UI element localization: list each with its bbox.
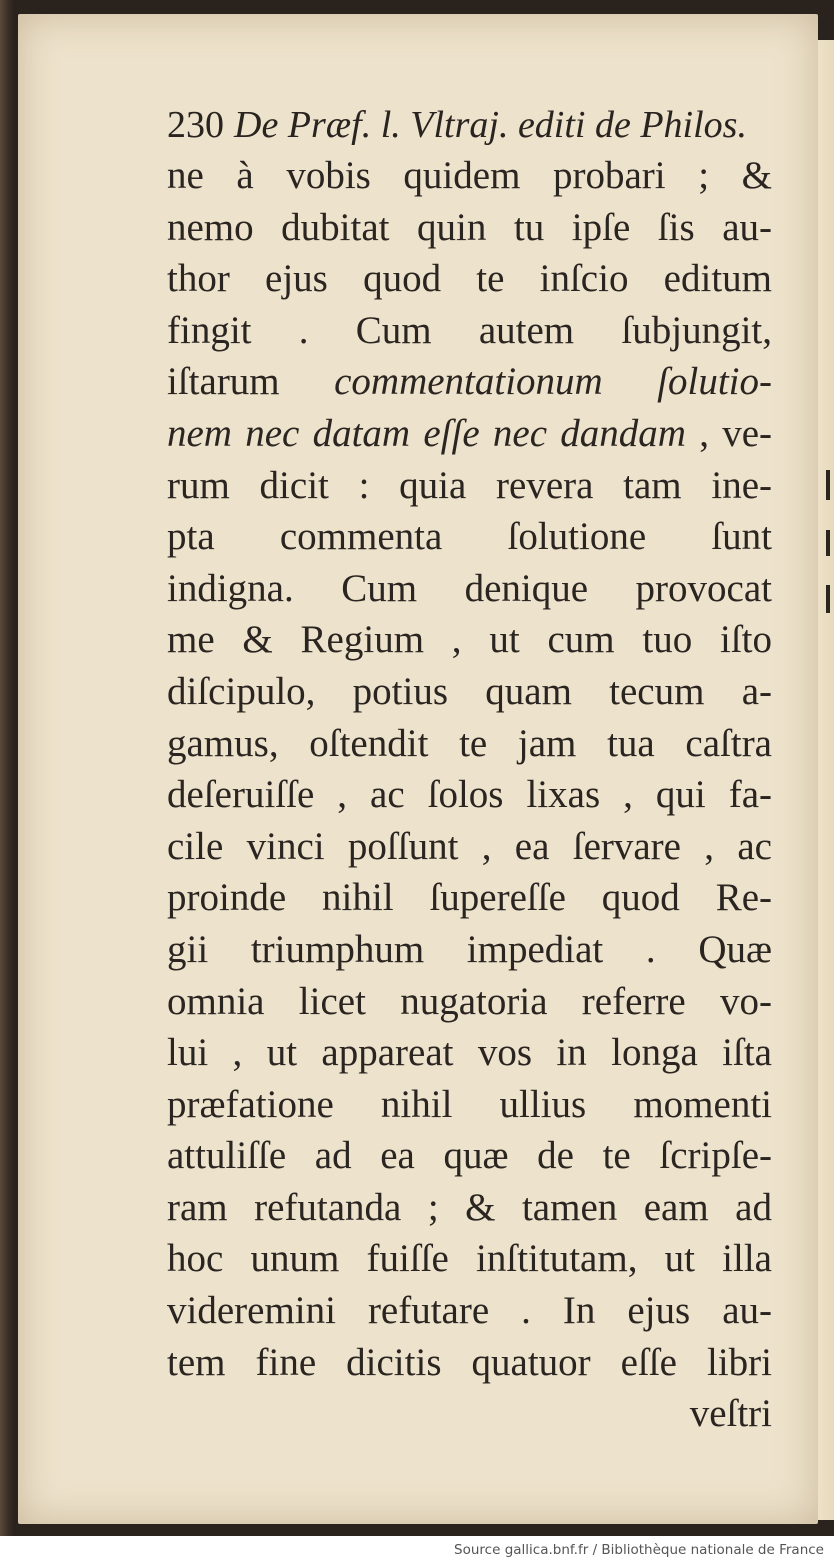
running-header [167, 100, 747, 150]
italic-quotation: commentationum ſolutio- [334, 360, 772, 404]
text-line: fingit . Cum autem ſubjungit, [167, 308, 772, 352]
text-line: ram refutanda ; & tamen eam ad [167, 1185, 772, 1229]
text-line: lui , ut appareat vos in longa iſta [167, 1031, 772, 1075]
text-line: proinde nihil ſupereſſe quod Re- [167, 876, 772, 920]
text-line: gamus, oſtendit te jam tua caſtra [167, 721, 772, 765]
text-line: diſcipulo, potius quam tecum a- [167, 669, 772, 713]
text-line: me & Regium , ut cum tuo iſto [167, 618, 772, 662]
facing-page-mark [826, 470, 830, 500]
text-line: gii triumphum impediat . Quæ [167, 927, 772, 971]
text-line [167, 356, 772, 408]
catchword: veſtri [689, 1392, 772, 1436]
text-line: videremini refutare . In ejus au- [167, 1289, 772, 1333]
text-line: omnia licet nugatoria referre vo- [167, 979, 772, 1023]
text-line: nemo dubitat quin tu ipſe ſis au- [167, 205, 772, 249]
text-segment: iſtarum [167, 360, 280, 404]
text-line: deſeruiſſe , ac ſolos lixas , qui fa- [167, 773, 772, 817]
facing-page-mark [826, 530, 830, 556]
page-number: 230 [167, 104, 224, 146]
text-segment: , ve- [699, 411, 773, 455]
text-line: tem fine dicitis quatuor eſſe libri [167, 1340, 772, 1384]
text-line: indigna. Cum denique provocat [167, 566, 772, 610]
source-footer [0, 1536, 834, 1566]
italic-quotation: nem nec datam eſſe nec dandam [167, 411, 686, 455]
text-line: hoc unum fuiſſe inſtitutam, ut illa [167, 1237, 772, 1281]
text-line: thor ejus quod te inſcio editum [167, 257, 772, 301]
source-credit: Source gallica.bnf.fr / Bibliothèque nationale de France [454, 1542, 824, 1558]
text-line: præfatione nihil ullius momenti [167, 1082, 772, 1126]
text-line: cile vinci poſſunt , ea ſervare , ac [167, 824, 772, 868]
text-line: ne à vobis quidem probari ; & [167, 154, 772, 197]
text-line: pta commenta ſolutione ſunt [167, 515, 772, 559]
facing-page-mark [826, 585, 830, 613]
running-title: De Præf. l. Vltraj. editi de Philos. [234, 104, 747, 146]
text-line [167, 408, 772, 460]
text-line: attuliſſe ad ea quæ de te ſcripſe- [167, 1134, 772, 1178]
body-text [167, 150, 772, 1440]
text-line: rum dicit : quia revera tam ine- [167, 463, 772, 507]
